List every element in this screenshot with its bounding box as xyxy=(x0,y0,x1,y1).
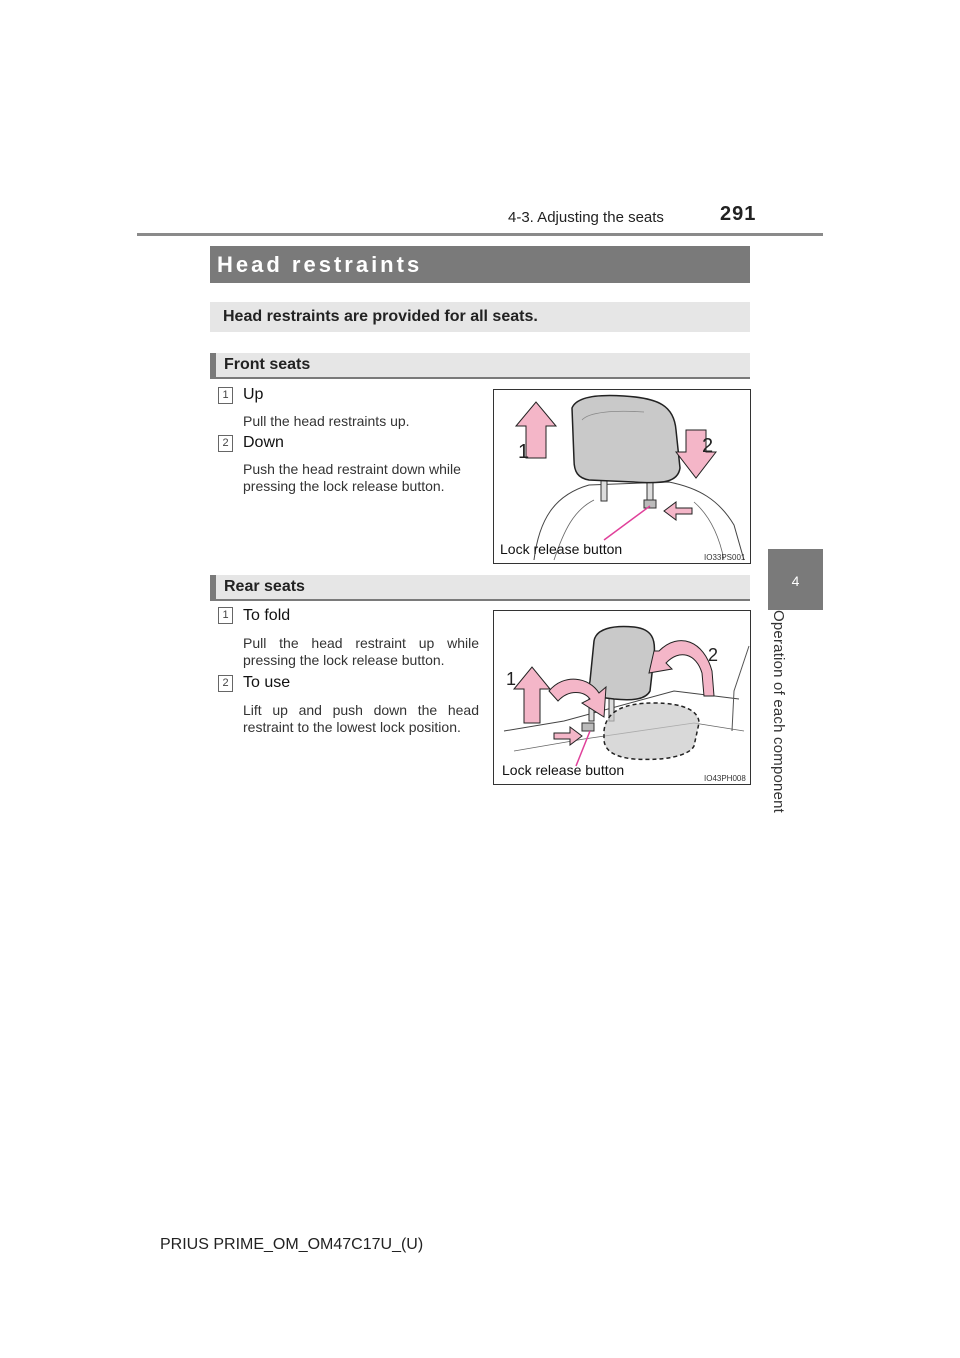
step-title: Down xyxy=(243,434,284,451)
page-title-bar xyxy=(210,246,750,283)
step-badge: 1 xyxy=(218,607,233,624)
chapter-number: 4 xyxy=(791,573,800,589)
intro-box xyxy=(210,302,750,332)
running-header-section: 4-3. Adjusting the seats xyxy=(508,209,664,226)
step-badge: 2 xyxy=(218,435,233,452)
curved-arrow-icon xyxy=(649,641,714,696)
heading-accent xyxy=(210,353,216,379)
step-description: Pull the head restraints up. xyxy=(243,413,410,429)
page-title: Head restraints xyxy=(217,252,423,277)
step-description: Lift up and push down the head restraint to the lowest lock position. xyxy=(243,702,479,735)
svg-text:2: 2 xyxy=(702,435,714,457)
rear-seats-heading: Rear seats xyxy=(224,578,305,595)
step-description: Push the head restraint down while pressing the lock release button. xyxy=(243,461,461,494)
intro-text: Head restraints are provided for all seats. xyxy=(223,308,538,325)
push-arrow-icon xyxy=(664,502,692,520)
step-badge: 1 xyxy=(218,387,233,404)
rear-seats-illustration xyxy=(493,610,751,785)
header-divider xyxy=(137,233,823,236)
figure-code: IO43PH008 xyxy=(704,774,746,783)
figure-label: Lock release button xyxy=(500,541,623,557)
front-seats-illustration xyxy=(493,389,751,564)
up-arrow-icon xyxy=(514,667,550,723)
step-title: Up xyxy=(243,386,264,403)
rear-headrest-drawing xyxy=(494,611,750,784)
figure-label: Lock release button xyxy=(502,762,625,778)
svg-text:1: 1 xyxy=(518,441,530,463)
front-seats-heading-bar xyxy=(210,353,750,379)
step-badge: 2 xyxy=(218,675,233,692)
footer-document-code: PRIUS PRIME_OM_OM47C17U_(U) xyxy=(160,1236,424,1253)
heading-accent xyxy=(210,575,216,601)
svg-text:1: 1 xyxy=(506,669,517,689)
figure-code: IO33PS001 xyxy=(704,553,746,562)
step-description: Pull the head restraint up while pressing the lock release button. xyxy=(243,635,479,668)
step-title: To fold xyxy=(243,607,291,624)
front-headrest-drawing xyxy=(494,390,750,563)
front-seats-heading: Front seats xyxy=(224,356,311,373)
svg-text:2: 2 xyxy=(708,645,719,665)
push-arrow-icon xyxy=(554,727,582,745)
rear-seats-heading-bar xyxy=(210,575,750,601)
step-title: To use xyxy=(243,674,291,691)
chapter-label: Operation of each component xyxy=(770,610,787,814)
page-number: 291 xyxy=(720,203,757,225)
